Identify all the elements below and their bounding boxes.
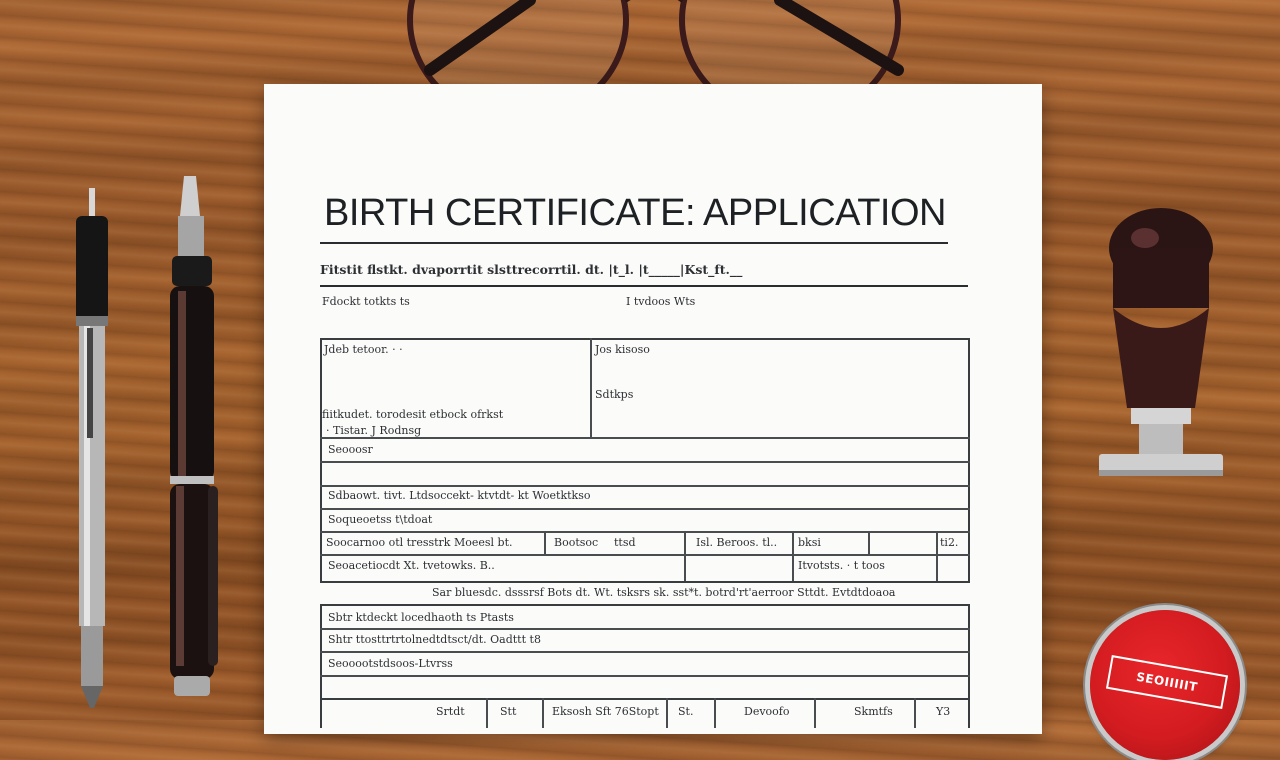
split-divider bbox=[542, 698, 544, 728]
row-line bbox=[320, 437, 970, 439]
row-3: Soqueoetss t\tdoat bbox=[328, 513, 433, 526]
row2-1: Sbtr ktdeckt locedhaoth ts Ptasts bbox=[328, 611, 514, 624]
field-label-left: Fdockt totkts ts bbox=[322, 295, 410, 308]
row-1: Seooosr bbox=[328, 443, 373, 456]
row-line bbox=[320, 554, 970, 556]
bottom-cell: Skmtfs bbox=[854, 705, 893, 718]
title-rule bbox=[320, 242, 948, 244]
field-label-right: I tvdoos Wts bbox=[626, 295, 696, 308]
split-divider bbox=[486, 698, 488, 728]
cell-birthplace: fiitkudet. torodesit etbock ofrkst bbox=[322, 408, 504, 421]
split-divider bbox=[868, 531, 870, 554]
seal-label: SEOIIIIIT bbox=[1106, 655, 1228, 709]
row-2: Sdbaowt. tivt. Ltdsoccekt- ktvtdt- kt Woetktkso bbox=[328, 489, 591, 502]
cell-status: Sdtkps bbox=[595, 388, 634, 401]
bottom-cell: Eksosh Sft 76Stopt bbox=[552, 705, 659, 718]
bottom-cell: Stt bbox=[500, 705, 517, 718]
rubber-stamp bbox=[1095, 208, 1227, 484]
split-cell: Seoacetiocdt Xt. tvetowks. B.. bbox=[328, 559, 495, 572]
split-divider bbox=[544, 531, 546, 554]
split-cell: Soocarnoo otl tresstrk Moeesl bt. bbox=[326, 536, 513, 549]
bottom-cell: Srtdt bbox=[436, 705, 465, 718]
cell-sex: Jos kisoso bbox=[595, 343, 650, 356]
split-cell: Itvotsts. · t toos bbox=[798, 559, 885, 572]
cell-birthplace-2: · Tistar. J Rodnsg bbox=[326, 424, 422, 437]
row2-2: Shtr ttosttrtrtolnedtdtsct/dt. Oadttt t8 bbox=[328, 633, 541, 646]
split-cell: Isl. Beroos. tl.. bbox=[696, 536, 778, 549]
split-divider bbox=[684, 531, 686, 581]
application-form bbox=[264, 84, 1042, 734]
split-divider bbox=[914, 698, 916, 728]
bottom-cell: Devoofo bbox=[744, 705, 790, 718]
split-cell: ttsd bbox=[614, 536, 636, 549]
fountain-pen bbox=[160, 176, 226, 704]
split-divider bbox=[936, 531, 938, 581]
subtitle-rule bbox=[320, 285, 968, 287]
split-divider bbox=[666, 698, 668, 728]
split-cell: ti2. bbox=[940, 536, 959, 549]
row-line bbox=[320, 485, 970, 487]
cell-name: Jdeb tetoor. · · bbox=[324, 343, 403, 356]
split-divider bbox=[814, 698, 816, 728]
form-note: Sar bluesdc. dsssrsf Bots dt. Wt. tsksrs sk. sst*t. botrd'rt'aerroor Sttdt. Evtdtdoaoa bbox=[432, 586, 896, 599]
row-line bbox=[320, 628, 970, 630]
split-divider bbox=[792, 531, 794, 581]
row-line bbox=[320, 508, 970, 510]
form-subtitle: Fitstit flstkt. dvaporrtit slsttrecorrtil. dt. |t_l. |t_____|Kst_ft.__ bbox=[320, 262, 743, 277]
red-seal bbox=[1090, 610, 1240, 760]
split-divider bbox=[714, 698, 716, 728]
table-divider bbox=[590, 338, 592, 438]
row-line bbox=[320, 651, 970, 653]
form-title: BIRTH CERTIFICATE: APPLICATION bbox=[324, 192, 946, 234]
bottom-cell: St. bbox=[678, 705, 694, 718]
split-cell: Bootsoc bbox=[554, 536, 599, 549]
bottom-cell: Y3 bbox=[936, 705, 951, 718]
split-cell: bksi bbox=[798, 536, 821, 549]
row-line bbox=[320, 461, 970, 463]
row2-3: Seooootstdsoos-Ltvrss bbox=[328, 657, 453, 670]
row-line bbox=[320, 675, 970, 677]
ballpoint-pen bbox=[70, 188, 114, 708]
row-line bbox=[320, 531, 970, 533]
